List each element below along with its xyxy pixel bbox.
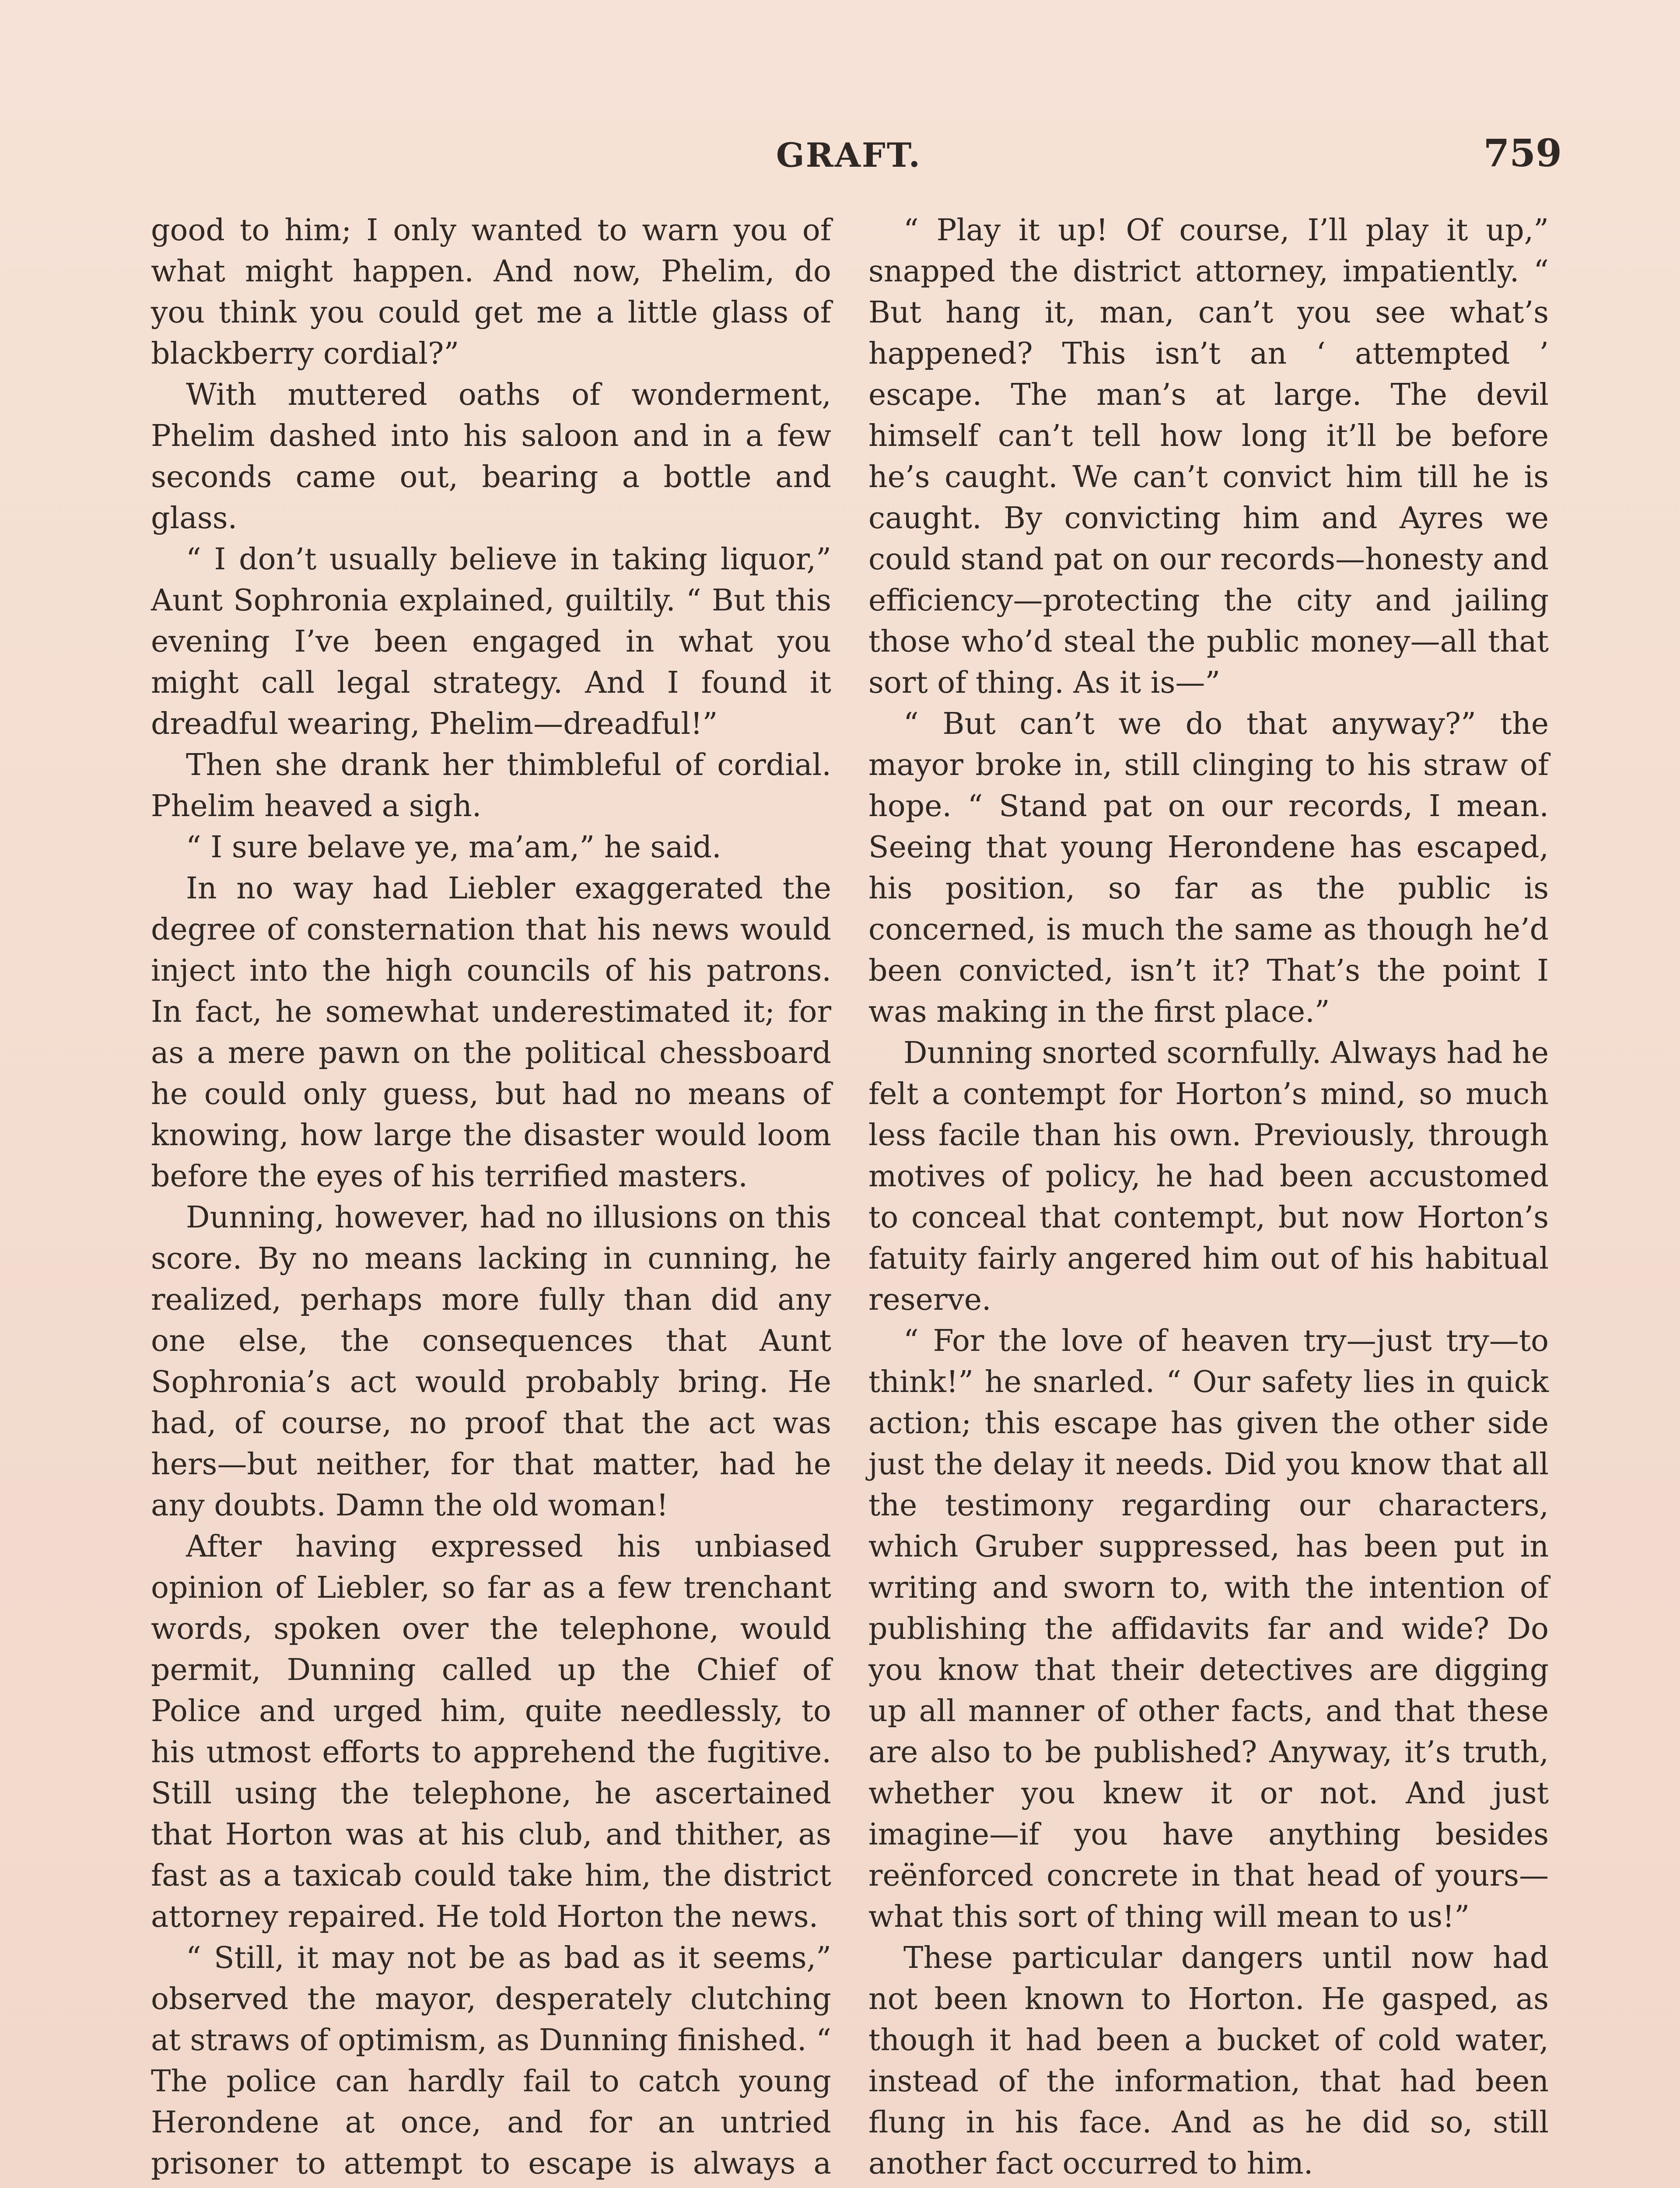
- page-header: [153, 131, 1562, 184]
- paragraph: Dunning, however, had no illusions on this score. By no means lacking in cunning, he realized, perhaps more fully than did any one else, the consequences that Aunt Sophronia’s act would probably bring. He had, of course, no proof that the act was hers—but neither, for that matter, had he any doubts. Damn the old woman!: [151, 1200, 831, 1523]
- page-number: 759: [1483, 131, 1562, 175]
- paragraph: With muttered oaths of wonderment, Phelim dashed into his saloon and in a few seconds came out, bearing a bottle and glass.: [151, 378, 831, 536]
- paragraph: “ For the love of heaven try—just try—to think!” he snarled. “ Our safety lies in quick action; this escape has given the other side just the delay it needs. Did you know that all the testimony regarding our characters, which Gruber suppressed, has been put in writing and sworn to, with the intention of publishing the affidavits far and wide? Do you know that their detectives are digging up all manner of other facts, and that these are also to be published? Anyway, it’s truth, whether you knew it or not. And just imagine—if you have anything besides reënforced concrete in that head of yours—what this sort of thing will mean to us!”: [868, 1324, 1549, 1934]
- paragraph: “ But can’t we do that anyway?” the mayor broke in, still clinging to his straw of hope. “ Stand pat on our records, I mean. Seeing that young Herondene has escaped, his position, so far as the public is concerned, is much the same as though he’d been convicted, isn’t it? That’s the point I was making in the first place.”: [868, 707, 1549, 1029]
- paragraph: “ Play it up! Of course, I’ll play it up,” snapped the district attorney, impatiently. “ But hang it, man, can’t you see what’s happened? This isn’t an ‘ attempted ’ escape. The man’s at large. The devil himself can’t tell how long it’ll be before he’s caught. We can’t convict him till he is caught. By convicting him and Ayres we could stand pat on our records—honesty and efficiency—protecting the city and jailing those who’d steal the public money—all that sort of thing. As it is—”: [868, 213, 1549, 700]
- paragraph: Then she drank her thimbleful of cordial. Phelim heaved a sigh.: [151, 748, 831, 824]
- right-column: [868, 210, 1549, 2188]
- paragraph: good to him; I only wanted to warn you of what might happen. And now, Phelim, do you think you could get me a little glass of blackberry cordial?”: [151, 213, 831, 371]
- running-title: GRAFT.: [776, 136, 922, 175]
- paragraph: Dunning snorted scornfully. Always had he felt a contempt for Horton’s mind, so much less facile than his own. Previously, through motives of policy, he had been accustomed to conceal that contempt, but now Horton’s fatuity fairly angered him out of his habitual reserve.: [868, 1036, 1549, 1317]
- paragraph: “ Still, it may not be as bad as it seems,” observed the mayor, desperately clutching at straws of optimism, as Dunning finished. “ The police can hardly fail to catch young Herondene at once, and for an untried prisoner to attempt to escape is always a: [151, 1941, 831, 2181]
- paragraph: “ I sure belave ye, ma’am,” he said.: [186, 830, 721, 865]
- text-columns: [151, 210, 1551, 2188]
- paragraph: In no way had Liebler exaggerated the degree of consternation that his news would inject into the high councils of his patrons. In fact, he somewhat underestimated it; for as a mere pawn on the political chessboard he could only guess, but had no means of knowing, how large the disaster would loom before the eyes of his terrified masters.: [151, 871, 831, 1194]
- left-column: [151, 210, 831, 2188]
- paragraph: These particular dangers until now had not been known to Horton. He gasped, as though it had been a bucket of cold water, instead of the information, that had been flung in his face. And as he did so, still another fact occurred to him.: [868, 1941, 1549, 2181]
- paragraph: After having expressed his unbiased opinion of Liebler, so far as a few trenchant words, spoken over the telephone, would permit, Dunning called up the Chief of Police and urged him, quite needlessly, to his utmost efforts to apprehend the fugitive. Still using the telephone, he ascertained that Horton was at his club, and thither, as fast as a taxicab could take him, the district attorney repaired. He told Horton the news.: [151, 1529, 831, 1934]
- paragraph: “ I don’t usually believe in taking liquor,” Aunt Sophronia explained, guiltily. “ But this evening I’ve been engaged in what you might call legal strategy. And I found it dreadful wearing, Phelim—dreadful!”: [151, 542, 831, 741]
- paragraph: [868, 2184, 1549, 2188]
